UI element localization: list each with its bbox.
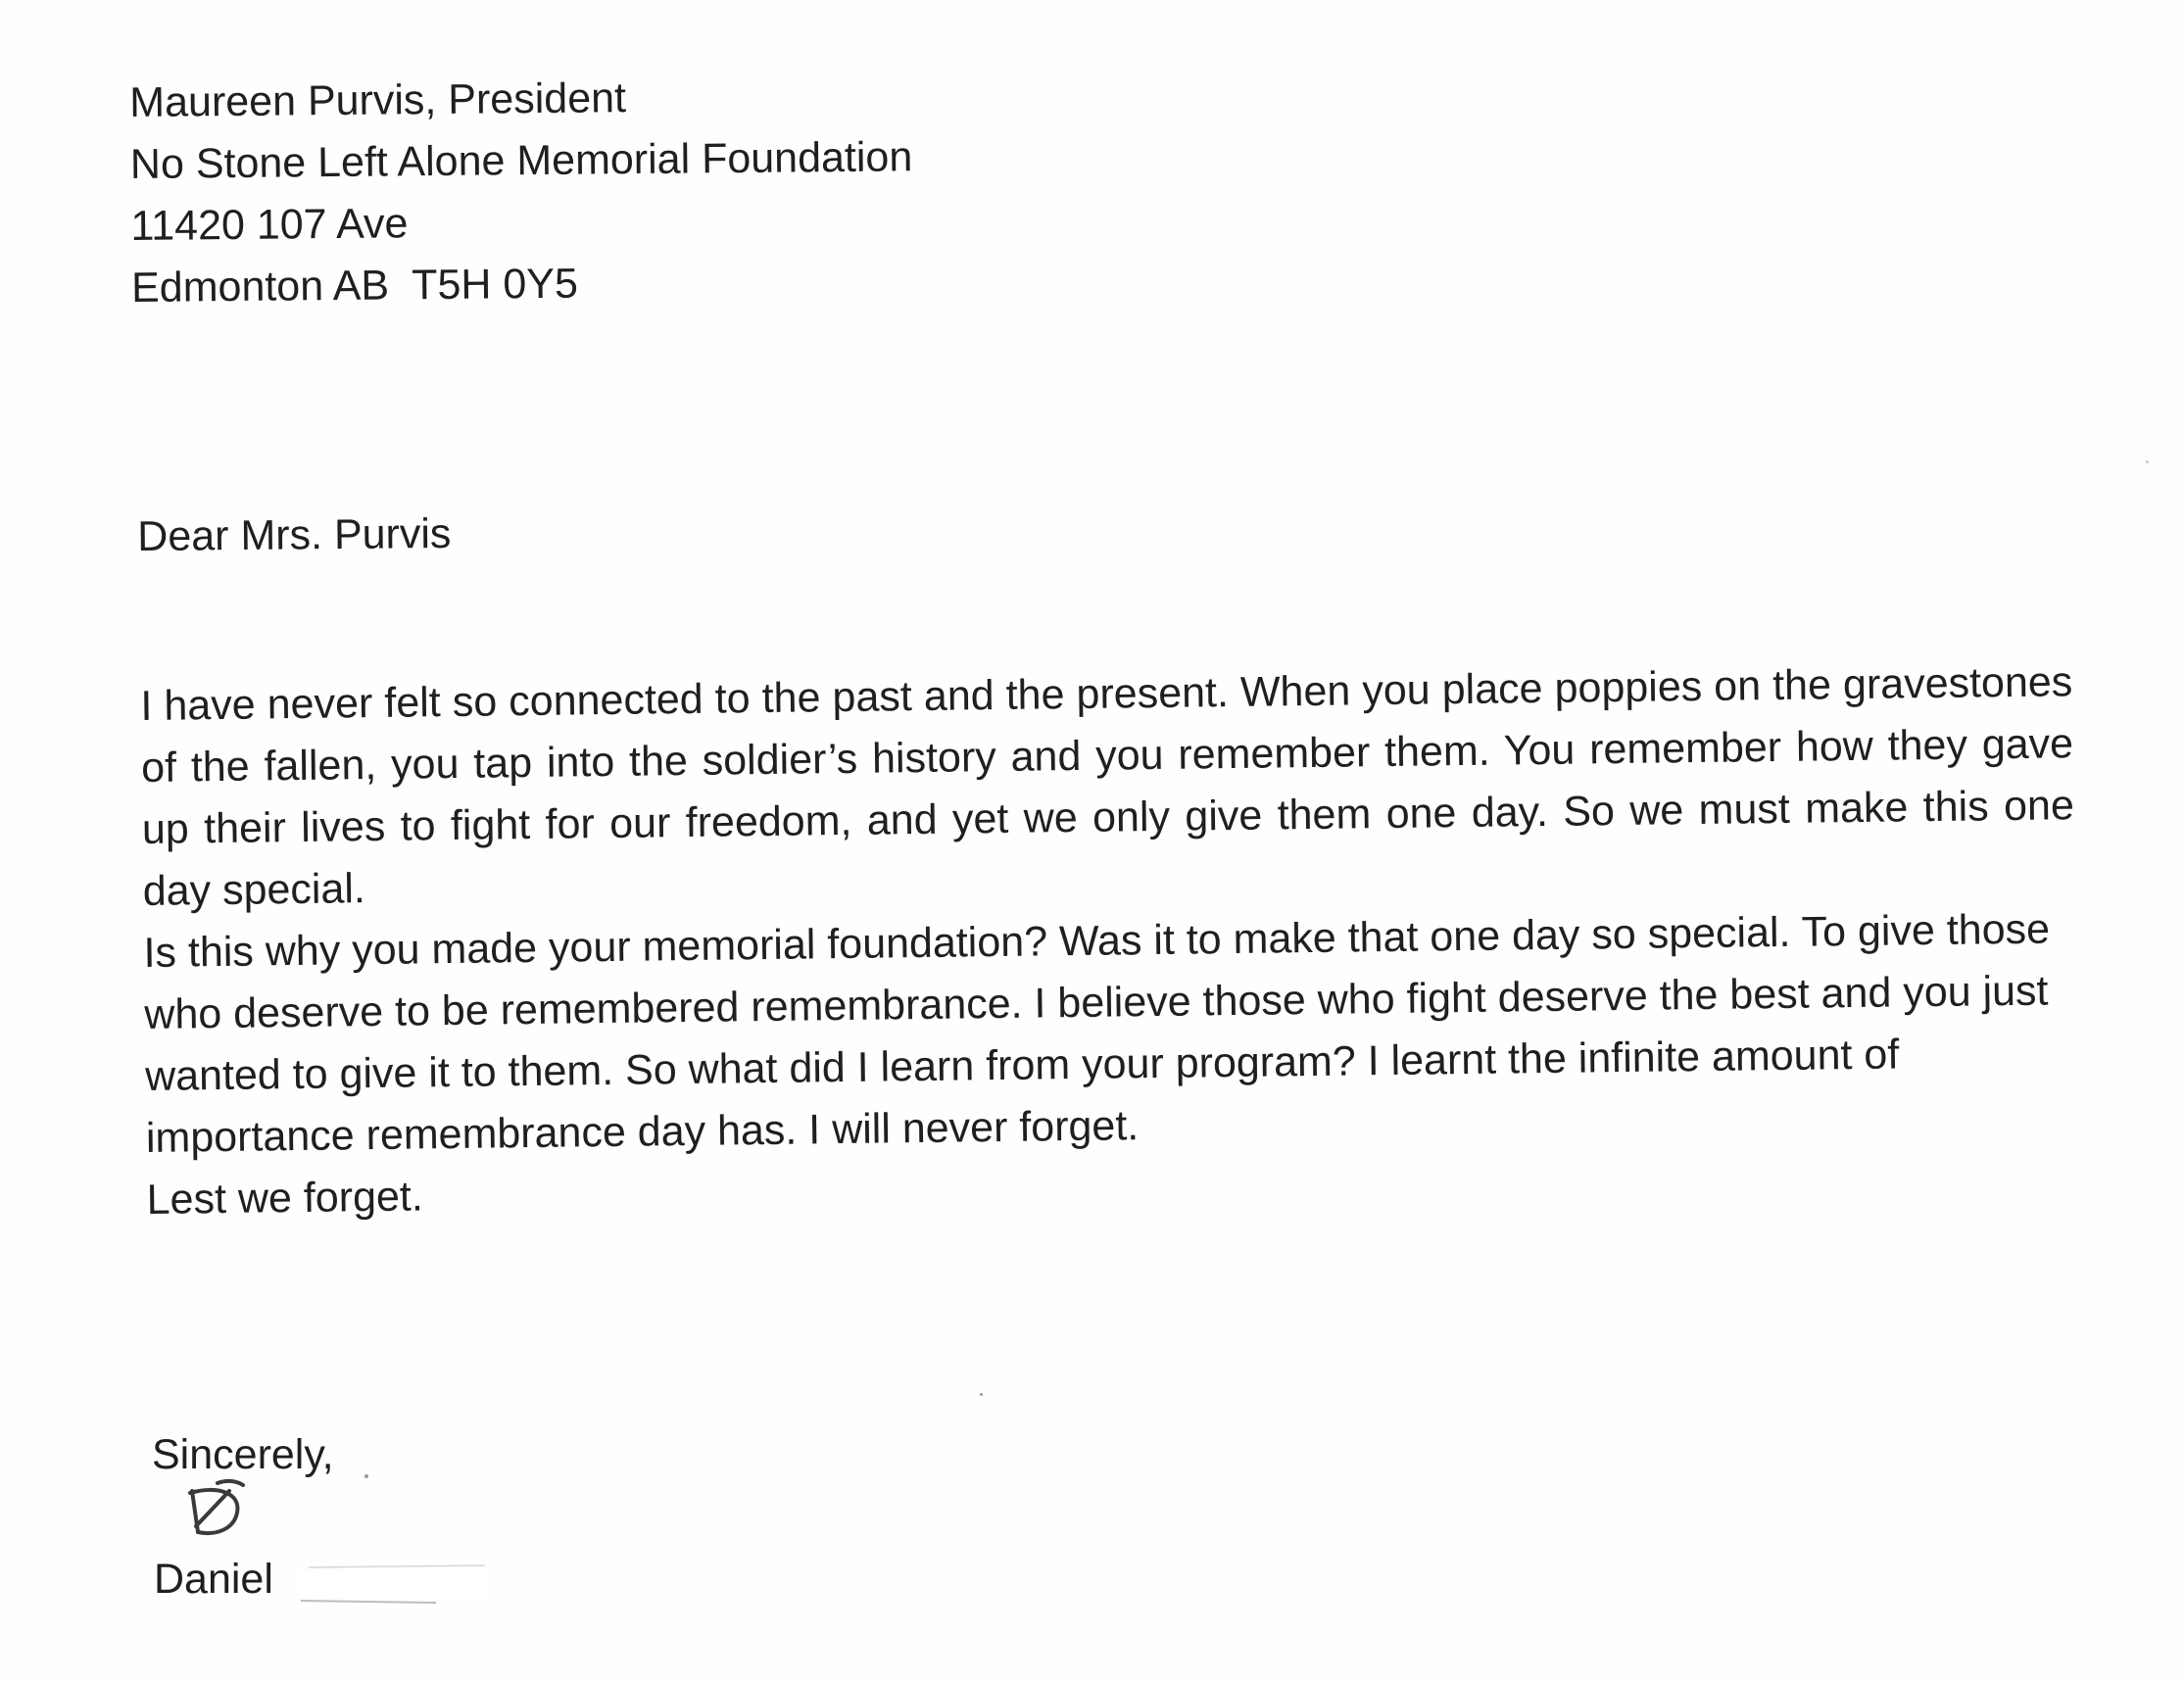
letter-body (140, 651, 2079, 1231)
paper-speck (364, 1474, 368, 1478)
address-line-street: 11420 107 Ave (130, 200, 409, 250)
signer-name: Daniel (154, 1556, 273, 1603)
address-line-city: Edmonton AB T5H 0Y5 (130, 260, 579, 312)
body-paragraph-3: Lest we forget. (146, 1173, 424, 1224)
redaction-icon (299, 1558, 495, 1607)
paper-speck (980, 1393, 983, 1396)
salutation: Dear Mrs. Purvis (137, 509, 452, 560)
address-line-organization: No Stone Left Alone Memorial Foundation (129, 133, 913, 188)
address-line-name: Maureen Purvis, President (129, 74, 627, 126)
body-paragraph-2: Is this why you made your memorial foundation? Was it to make that one day so special. To give those who deserve to be remembered remembrance. I believe those who fight deserve the best and you just wanted to give it to them. So what did I learn from your program? I learnt the infinite amount of importance remembrance day has. I will never forget. (143, 905, 2051, 1162)
paper-speck (2146, 460, 2149, 463)
signature-icon (178, 1477, 257, 1546)
body-paragraph-1: I have never felt so connected to the past and the present. When you place poppies on the gravestones of the fallen, you tap into the soldier’s history and you remember them. You remember how they gave up their lives to fight for our freedom, and yet we only give them one day. So we must make this one day special. (140, 658, 2075, 915)
recipient-address (129, 65, 914, 319)
closing: Sincerely, (152, 1431, 334, 1478)
